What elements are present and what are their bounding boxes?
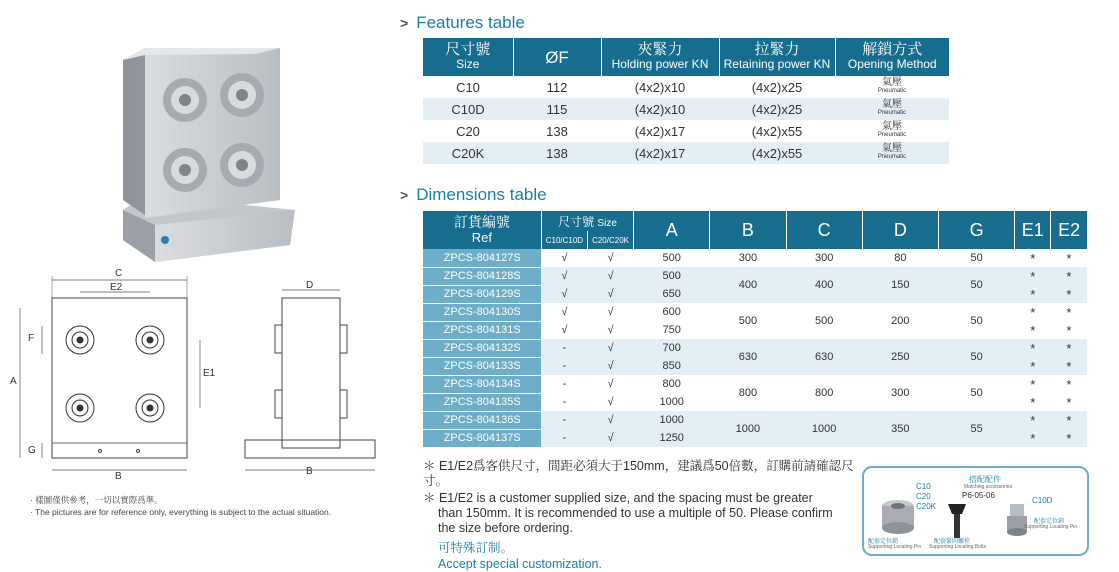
bolt-icon	[942, 500, 972, 540]
product-photo	[115, 40, 300, 265]
table-row: ZPCS-804130S √ √ 600 500 500 200 50 * *	[423, 303, 1087, 321]
drawing-note	[30, 494, 331, 518]
dim-label-c: C	[115, 268, 123, 279]
table-row: ZPCS-804134S - √ 800 800 800 300 50 * *	[423, 375, 1087, 393]
dimensions-table	[423, 211, 1087, 448]
acc-pin2-en: Supporting Locating Pin	[1024, 524, 1078, 530]
acc-bolt-en: Supporting Locating Bolts	[929, 544, 986, 550]
chevron-right-icon: >	[400, 15, 409, 31]
dim-label-b2: B	[306, 466, 313, 477]
notes-block	[423, 459, 863, 572]
table-row: ZPCS-804131S √ √ 750 * *	[423, 321, 1087, 339]
acc-title-cn: 搭配配件	[969, 475, 1001, 484]
table-row: ZPCS-804129S √ √ 650 * *	[423, 285, 1087, 303]
note-en-3: the size before ordering.	[438, 521, 573, 535]
features-header-hold: 夾緊力 Holding power KN	[601, 38, 719, 76]
acc-pin2-cn: 配套定位銷	[1034, 519, 1065, 525]
dim-header-c10: C10/C10D	[541, 231, 587, 249]
features-header-f: ØF	[513, 38, 601, 76]
table-row: C10 112 (4x2)x10 (4x2)x25 氣壓 Pneumatic	[456, 77, 907, 95]
acc-left-sizes: C10 C20 C20K	[916, 482, 937, 511]
table-row: ZPCS-804136S - √ 1000 1000 1000 350 55 * *	[423, 411, 1087, 429]
drawing-note-en: · The pictures are for reference only, everything is subject to the actual situation.	[30, 507, 332, 517]
dim-header-size: 尺寸號 Size	[541, 211, 633, 231]
dim-label-f: F	[28, 333, 35, 344]
dim-header-e1: E1	[1015, 211, 1051, 249]
features-header-open: 解鎖方式 Opening Method	[835, 38, 949, 76]
acc-pin-cn: 配套定位銷	[868, 539, 899, 545]
dim-header-c: C	[786, 211, 862, 249]
dim-header-d: D	[862, 211, 938, 249]
dim-label-b: B	[115, 471, 122, 482]
dim-header-b: B	[710, 211, 786, 249]
dim-header-ref: 訂貨編號 Ref	[423, 211, 541, 249]
custom-en: Accept special customization.	[438, 557, 602, 571]
drawing-note-cn: · 樣圖僅供參考，一切以實際爲準。	[30, 495, 163, 505]
note-en-1: ＊ E1/E2 is a customer supplied size, and the spacing must be greater	[423, 491, 813, 505]
acc-pin-en: Supporting Locating Pin	[868, 544, 922, 550]
table-row: ZPCS-804128S √ √ 500 400 400 150 50 * *	[423, 267, 1087, 285]
acc-part: P6-05-06	[962, 491, 995, 500]
dimensions-title	[400, 185, 547, 205]
acc-right-size: C10D	[1032, 496, 1053, 505]
dim-header-g: G	[938, 211, 1014, 249]
features-header-size: 尺寸號 Size	[423, 38, 513, 76]
dim-label-e1: E1	[203, 368, 216, 379]
table-row: ZPCS-804132S - √ 700 630 630 250 50 * *	[423, 339, 1087, 357]
table-row: C20 138 (4x2)x17 (4x2)x55 氣壓 Pneumatic	[456, 121, 907, 139]
dim-label-a: A	[10, 376, 17, 387]
acc-title-en: Matching accessories	[964, 484, 1013, 490]
table-row: ZPCS-804137S - √ 1250 * *	[423, 429, 1087, 447]
dimensions-title-text: Dimensions table	[416, 185, 547, 204]
chevron-right-icon: >	[400, 187, 409, 203]
features-table	[423, 38, 949, 164]
dim-header-a: A	[634, 211, 710, 249]
accessories-box	[862, 466, 1089, 556]
acc-bolt-cn: 配套緊固螺栓	[934, 539, 971, 545]
custom-cn: 可特殊訂制。	[438, 541, 514, 555]
table-row: ZPCS-804135S - √ 1000 * *	[423, 393, 1087, 411]
dim-label-e2: E2	[110, 282, 123, 293]
table-row: ZPCS-804127S √ √ 500 300 300 80 50 * *	[423, 249, 1087, 267]
side-view-drawing	[240, 280, 380, 480]
dim-header-c20: C20/C20K	[587, 231, 633, 249]
dim-label-d: D	[306, 280, 314, 291]
table-row: C20K 138 (4x2)x17 (4x2)x55 氣壓 Pneumatic	[423, 142, 949, 164]
dim-header-e2: E2	[1051, 211, 1087, 249]
locating-pin-c10d-icon	[1002, 502, 1032, 540]
note-cn: ＊ E1/E2爲客供尺寸，間距必須大于150mm，建議爲50倍數，訂購前請確認尺寸。	[423, 459, 854, 488]
note-en-2: than 150mm. It is recommended to use a multiple of 50. Please confirm	[438, 506, 833, 520]
features-header-retain: 拉緊力 Retaining power KN	[719, 38, 835, 76]
table-row: C10D 115 (4x2)x10 (4x2)x25 氣壓 Pneumatic	[423, 98, 949, 120]
locating-pin-icon	[876, 496, 921, 536]
features-title	[400, 13, 525, 33]
features-title-text: Features table	[416, 13, 525, 32]
dim-label-g: G	[28, 445, 36, 456]
front-view-drawing	[10, 268, 220, 480]
table-row: ZPCS-804133S - √ 850 * *	[423, 357, 1087, 375]
